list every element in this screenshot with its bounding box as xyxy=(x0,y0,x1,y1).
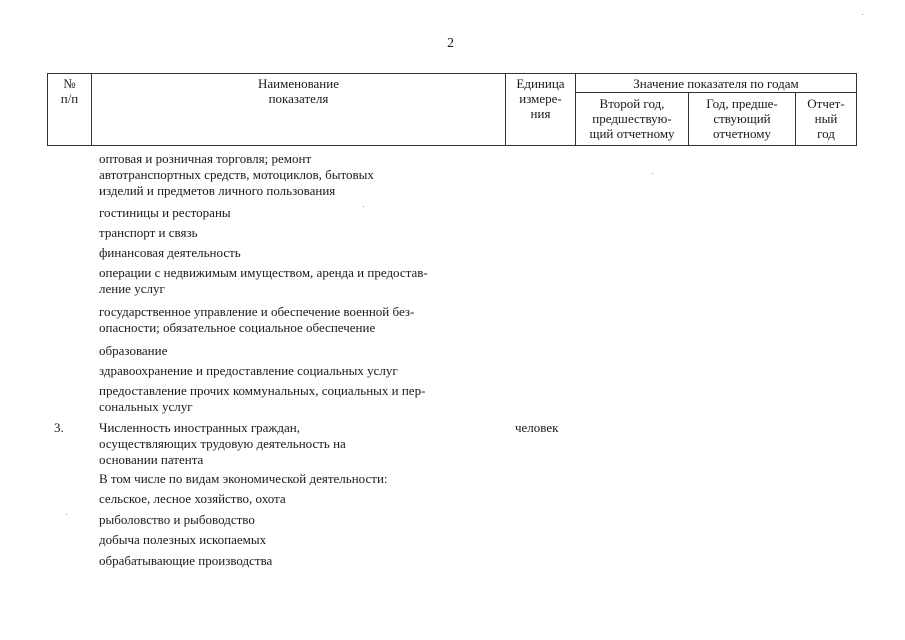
table-row: здравоохранение и предоставление социальных услуг xyxy=(99,363,398,378)
row-unit: человек xyxy=(515,420,559,435)
header-col-name: Наименование показателя xyxy=(258,76,339,106)
table-row: предоставление прочих коммунальных, социальных и пер- сональных услуг xyxy=(99,383,426,414)
header-col-report-year: Отчет- ный год xyxy=(807,96,845,141)
table-row: сельское, лесное хозяйство, охота xyxy=(99,491,286,506)
scan-speck xyxy=(363,206,364,207)
table-row: финансовая деятельность xyxy=(99,245,241,260)
scan-speck xyxy=(652,173,653,174)
header-col-values-title: Значение показателя по годам xyxy=(633,76,799,91)
header-col-unit: Единица измере- ния xyxy=(516,76,565,121)
table-border-top xyxy=(47,73,857,74)
header-col-number: № п/п xyxy=(60,76,79,106)
table-row: добыча полезных ископаемых xyxy=(99,532,267,547)
table-row: государственное управление и обеспечение военной без- опасности; обязательное социальное обеспечение xyxy=(99,304,415,335)
table-row: оптовая и розничная торговля; ремонт автотранспортных средств, мотоциклов, бытовых изделий и предметов личного пользования xyxy=(99,151,374,198)
scan-speck xyxy=(66,514,67,515)
header-col-year2: Второй год, предшествую- щий отчетному xyxy=(589,96,675,141)
table-border-bottom xyxy=(47,145,857,146)
table-row: рыболовство и рыбоводство xyxy=(99,512,255,527)
header-col-year1: Год, предше- ствующий отчетному xyxy=(706,96,778,141)
table-row: Численность иностранных граждан, осуществляющих трудовую деятельность на основании патента xyxy=(99,420,346,467)
table-row: гостиницы и рестораны xyxy=(99,205,231,220)
row-number: 3. xyxy=(54,420,64,435)
table-border-right xyxy=(856,73,857,146)
table-row: образование xyxy=(99,343,168,358)
table-row: В том числе по видам экономической деятельности: xyxy=(99,471,388,486)
table-row: операции с недвижимым имуществом, аренда и предостав- ление услуг xyxy=(99,265,428,296)
page-number: 2 xyxy=(447,36,454,51)
scan-speck xyxy=(862,14,863,15)
table-row: обрабатывающие производства xyxy=(99,553,273,568)
table-subheader-line xyxy=(575,92,857,93)
table-row: транспорт и связь xyxy=(99,225,198,240)
